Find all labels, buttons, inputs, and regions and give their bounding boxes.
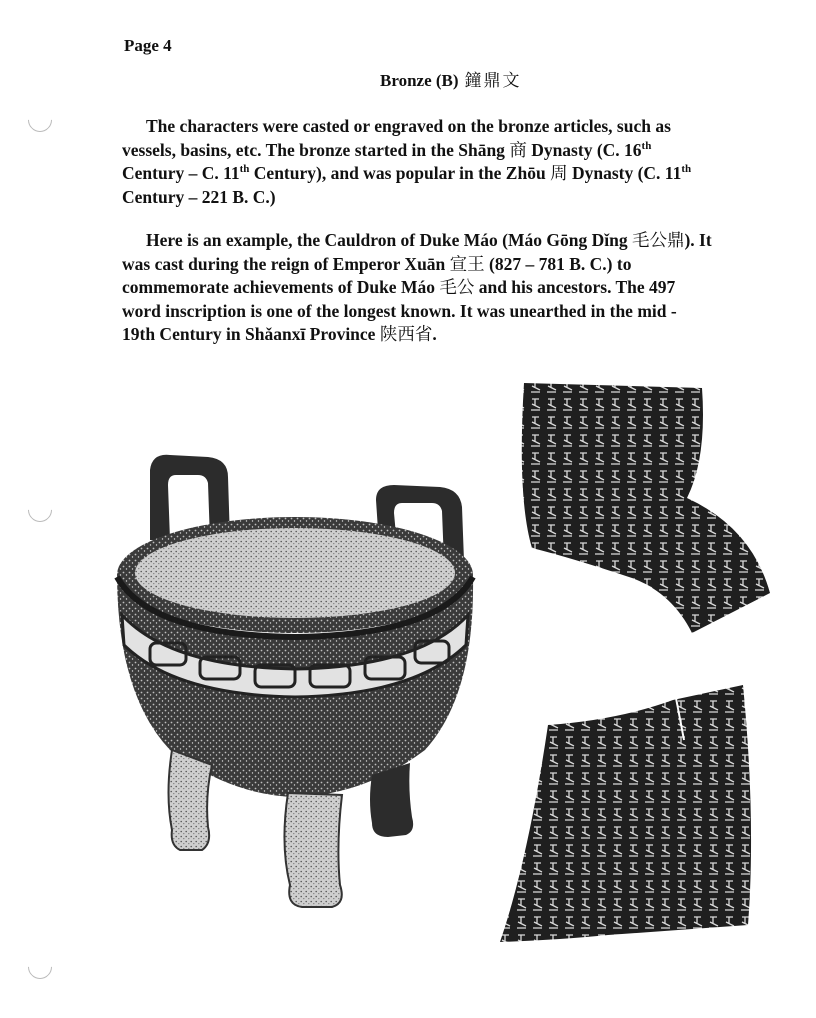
binder-hole-icon [23,493,57,527]
paragraph-text: Dynasty (C. 11 [571,163,682,183]
paragraph-text: ). It was cast during the reign of Emperor Xuān [122,230,712,274]
paragraph-text: The characters were casted or engraved on the bronze articles, such as vessels, basins, etc. The bronze started in the Shāng [122,116,671,160]
paragraph-text: . [432,324,437,344]
cjk-mao-gong: 毛公 [439,277,475,297]
paragraph-text: Here is an example, the Cauldron of Duke Máo (Máo Gōng Dǐng [146,230,628,250]
cjk-xuan-wang: 宣王 [449,253,485,274]
page-number: Page 4 [124,36,172,55]
cjk-shaanxi-province: 陕西省 [379,324,433,344]
paragraph-text: Century), and was popular in the Zhōu [253,163,546,183]
binder-hole-icon [23,950,57,984]
paragraph-bronze-intro [122,115,712,209]
paragraph-cauldron-example [122,229,712,347]
ordinal-suffix: th [681,163,692,176]
paragraph-text: Century – C. 11 [122,163,240,183]
paragraph-text: Century – 221 B. C.) [122,186,276,207]
ordinal-suffix: th [641,139,652,152]
section-title-text: Bronze (B) [380,71,459,90]
cjk-shang: 商 [509,139,527,160]
section-title [380,66,522,91]
ordinal-suffix: th [239,163,250,176]
paragraph-text: (827 – 781 B. C.) to commemorate achievements of Duke Máo [122,253,632,297]
inscription-rubbing-bottom-icon [498,680,768,950]
cjk-mao-gong-ding: 毛公鼎 [631,230,685,250]
binder-hole-icon [23,103,57,137]
section-title-cjk: 鐘鼎文 [464,71,522,90]
paragraph-text: and his ancestors. The 497 word inscription is one of the longest known. It was unearthed in the mid - 19th Century in Shǎanxī Province [122,277,677,344]
cjk-zhou: 周 [550,163,568,183]
paragraph-text: Dynasty (C. 16 [531,139,642,160]
cauldron-illustration-icon [110,445,490,915]
inscription-rubbing-top-icon [512,378,772,643]
